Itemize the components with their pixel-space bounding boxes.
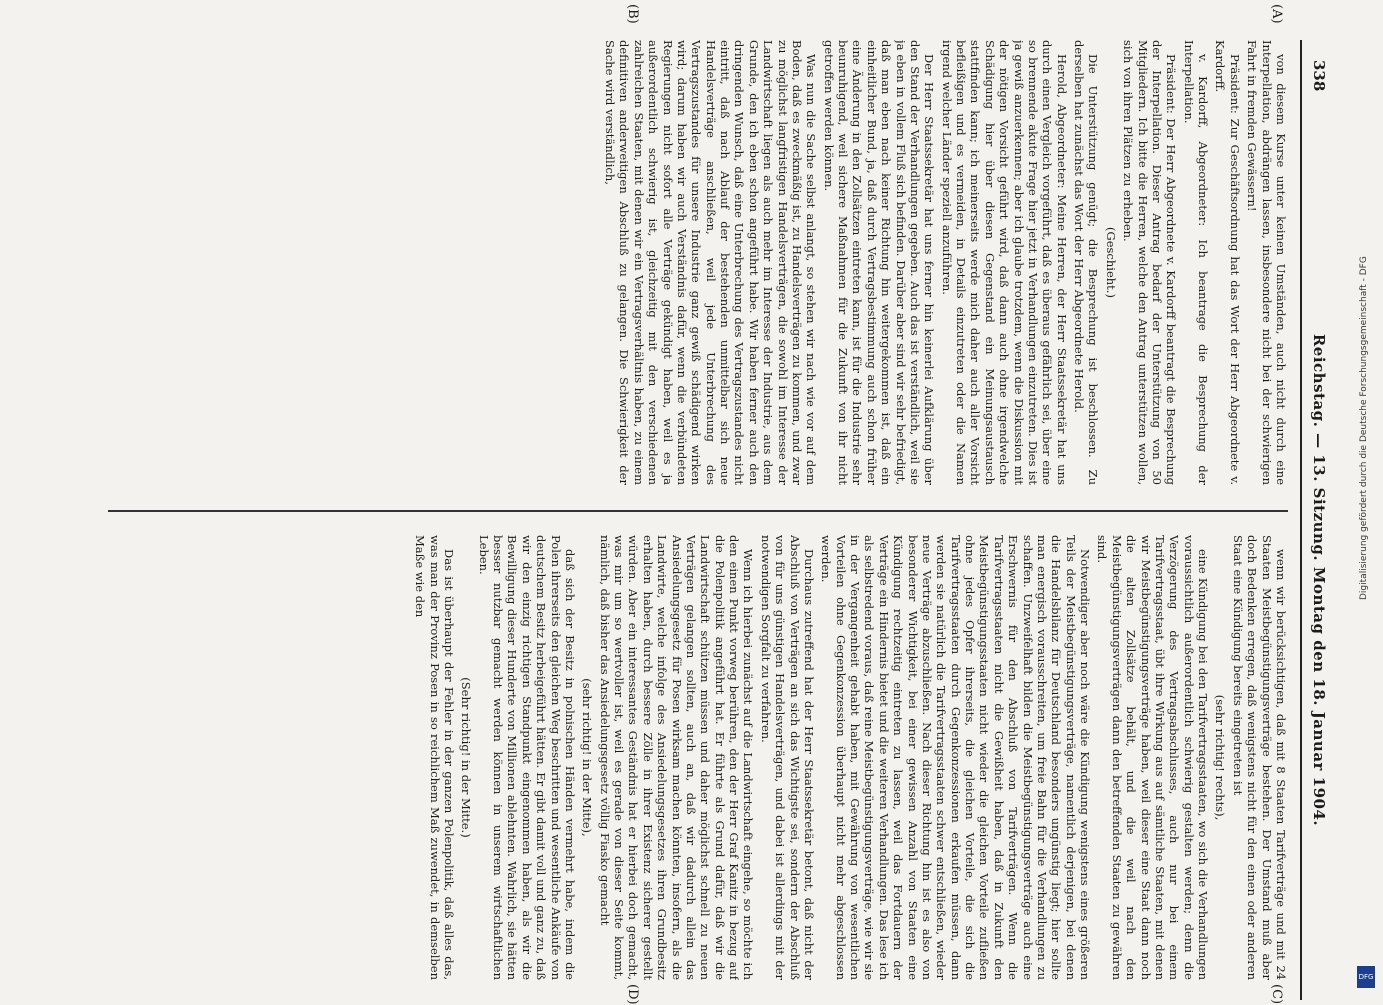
paragraph: v. Kardorff, Abgeordneter: Ich beantrage die Besprechung der Interpellation. <box>1181 40 1211 485</box>
paragraph: Was nun die Sache selbst anlangt, so stehen wir nach wie vor auf dem Boden, daß es zweckmäßig ist, zu Handelsverträgen zu kommen, und zwar zu möglichst langfristigen Handelsverträgen, die sowohl im Interesse der Landwirtschaft liegen als auch mehr im Interesse der Industrie, aus dem Grunde, den ich eben schon angeführt habe. Wir haben ferner auch den dringenden Wunsch, daß eine Unterbrechung des Vertragszustandes nicht eintritt, daß nach Ablauf der bestehenden unmittelbar sich neue Handelsverträge anschließen, weil jede Unterbrechung des Vertragszustandes für unsere Industrie ganz gewiß schädigend wirken wird; darum haben wir auch Verständnis dafür, wenn die verbündeten Regierungen nicht sofort alle Verträge gekündigt haben, weil es ja außerordentlich schwierig ist, gleichzeitig mit den verschiedenen zahlreichen Staaten, mit denen wir ein Vertragsverhältnis haben, zu einem definitiven anderweitigen Abschluß zu gelangen. Die Schwierigkeit der Sache wird verständlich, <box>603 40 819 485</box>
paragraph: Wenn ich hierbei zunächst auf die Landwirtschaft eingehe, so möchte ich den einen Punkt vorweg berühren, den der Herr Graf Kanitz in bezug auf die Polenpolitik angeführt hat. Er führte als Grund dafür, daß wir die Landwirtschaft schützen müssen und daher möglichst schnell zu neuen Verträgen gelangen sollten, auch an, daß wir dadurch allein das Ansiedelungsgesetz für Posen wirksam machen könnten, insofern, als die Landwirte, welche infolge des Ansiedelungsgesetzes ihren Grundbesitz erhalten haben, durch bessere Zölle in ihrer Existenz sicherer gestellt würden. Aber ein interessantes Geständnis hat er hierbei doch gemacht, was mir um so wertvoller ist, weil es gerade von dieser Seite kommt, nämlich, daß bisher das Ansiedelungsgesetz völlig Fiasko gemacht <box>597 535 756 980</box>
rotated-page-content <box>40 4 1340 1005</box>
paragraph: Das ist überhaupt der Fehler in der ganzen Polenpolitik, daß alles das, was man der Provinz Posen in so reichlichem Maß zuwendet, in demselben Maße wie den <box>413 535 456 980</box>
paragraph: Durchaus zutreffend hat der Herr Staatssekretär betont, daß nicht der Abschluß von Verträgen an sich das Wichtigste sei, sondern der Abschluß von für uns günstigen Handelsverträgen, und dabei ist allerdings mit der notwendigen Sorgfalt zu verfahren. <box>758 535 816 980</box>
paragraph: von diesem Kurse unter keinen Umständen, auch nicht durch eine Interpellation, abdrängen lassen, insbesondere nicht bei der schwierigen Fahrt in fremden Gewässern! <box>1245 40 1288 485</box>
paragraph: daß sich der Besitz in polnischen Händen vermehrt habe, indem die Polen ihrerseits den gleichen Weg beschritten und wesentliche Ankäufe von deutschem Besitz herbeigeführt hätten. Er gibt damit voll und ganz zu, daß wir den einzig richtigen Standpunkt eingenommen haben, als wir die Bewilligung dieser Hunderte von Millionen ablehnten. Wahrlich, sie hätten besser nutzbar gemacht werden können in unserem wirtschaftlichen Leben. <box>476 535 577 980</box>
right-column <box>108 535 1288 980</box>
credit-text: Digitalisierung gefördert durch die Deutsche Forschungsgemeinschaft - DFG <box>1359 256 1369 600</box>
digitization-credit <box>1353 0 1379 1000</box>
paragraph: (Sehr richtig! in der Mitte.) <box>459 677 474 838</box>
paragraph: Präsident: Der Herr Abgeordnete v. Kardorff beantragt die Besprechung der Interpellation. Dieser Antrag bedarf der Unterstützung von 50 Mitgliedern. Ich bitte die Herren, welche den Antrag unterstützen wollen, sich von ihren Plätzen zu erheben. <box>1121 40 1179 485</box>
paragraph: Notwendiger aber noch wäre die Kündigung wenigstens eines größeren Teils der Meistbegünstigungsverträge, namentlich derjenigen, bei denen die Handelsbilanz für Deutschland besonders ungünstig liegt; hier sollte man energisch vorausschreiten, um freie Bahn für die Verhandlungen zu schaffen. Unzweifelhaft bilden die Meistbegünstigungsverträge auch eine Erschwernis für den Abschluß von Tarifverträgen. Wenn die Tarifvertragsstaaten nicht die Gewißheit haben, daß in Zukunft den Meistbegünstigungsstaaten nicht wieder die gleichen Vorteile zufließen ohne jedes Opfer ihrerseits, die gleichen Vorteile, die sich die Tarifvertragsstaaten durch Gegenkonzessionen erkaufen müssen, dann werden sie natürlich die Tarifvertragsstaaten schwer entschließen, wieder neue Verträge abzuschließen. Nach dieser Richtung hin ist es also von besonderer Wichtigkeit, bei einer gewissen Anzahl von Staaten eine Kündigung rechtzeitig eintreten zu lassen, weil das Fortdauern der Verträge ein Hindernis bietet und die weiteren Verhandlungen. Das lese ich als selbstredend voraus, daß reine Meistbegünstigungsverträge, wie wir sie in der Vergangenheit gehabt haben, mit Gewährung von wesentlichen Vorteilen ohne Gegenkonzession überhaupt nicht mehr abgeschlossen werden. <box>819 535 1093 980</box>
margin-mark-b: (B) <box>625 4 640 24</box>
page-header <box>1300 40 1340 1000</box>
header-title: Reichstag. — 13. Sitzung. Montag den 18. Januar 1904. <box>1310 333 1328 827</box>
paragraph: wenn wir berücksichtigen, daß mit 8 Staaten Tarifverträge und mit 24 Staaten Meistbegünstigungsverträge bestehen. Der Umstand muß aber doch Bedenken erregen, daß wenigstens nicht für den einen oder anderen Staat eine Kündigung bereits eingetreten ist <box>1230 535 1288 980</box>
margin-mark-c: (C) <box>1269 984 1284 1005</box>
paragraph: Präsident: Zur Geschäftsordnung hat das Wort der Herr Abgeordnete v. Kardorff. <box>1213 40 1242 485</box>
page-number: 338 <box>1310 60 1328 92</box>
paragraph: (Geschieht.) <box>1103 227 1118 298</box>
margin-mark-a: (A) <box>1269 4 1284 24</box>
margin-mark-d: (D) <box>625 984 640 1005</box>
paragraph: (sehr richtig! in der Mitte), <box>580 678 595 837</box>
header-rule <box>1300 40 1302 1000</box>
paragraph: Der Herr Staatssekretär hat uns ferner hin keinerlei Aufklärung über den Stand der Verhandlungen gegeben. Auch das ist verständlich, weil sie ja eben in vollem Fluß sich befinden. Darüber aber sind wir sehr befriedigt, daß man eben nach keiner Richtung hin weitergekommen ist, daß ein einheitlicher Bund, ja, daß durch Vertragsbestimmung auch schon früher eine Änderung in den Zollsätzen eintreten kann, ist für die Industrie sehr beunruhigend, weil sichere Maßnahmen für die Zukunft von ihr nicht getroffen werden können. <box>821 40 937 485</box>
left-column <box>108 40 1288 485</box>
paragraph: (sehr richtig! rechts), <box>1213 694 1228 821</box>
dfg-logo: DFG <box>1357 966 1375 988</box>
paragraph: Die Unterstützung genügt; die Besprechung ist beschlossen. Zu derselben hat zunächst das Wort der Herr Abgeordnete Herold. <box>1072 40 1101 485</box>
paragraph: eine Kündigung bei den Tarifvertragsstaaten, wo sich die Verhandlungen voraussichtlich außerordentlich schwierig gestalten werden; denn die Verzögerung des Vertragsabschlusses, auch nur bei einem Tarifvertragsstaat, übt ihre Wirkung aus auf sämtliche Staaten, mit denen wir Meistbegünstigungsverträge haben, weil dieser eine Staat dann noch die alten Zollsätze behält, und die weil nach den Meistbegünstigungsverträgen dann den betreffenden Staaten zu gewähren sind. <box>1095 535 1211 980</box>
column-divider <box>108 510 1288 512</box>
paragraph: Herold, Abgeordneter: Meine Herren, der Herr Staatssekretär hat uns durch einen Vergleich vorgeführt, daß es überaus gefährlich sei, über eine so brennende akute Frage hier jetzt in Verhandlungen einzutreten. Dies ist ja gewiß anzuerkennen; aber ich glaube trotzdem, wenn die Diskussion mit der nötigen Vorsicht geführt wird, daß dann auch ohne irgendwelche Schädigung hier über diesen Gegenstand ein Meinungsaustausch stattfinden kann; ich meinerseits werde mich daher auch aller Vorsicht befleißigen und es vermeiden, in Details einzutreten oder die Namen irgend welcher Länder speziell anzuführen. <box>939 40 1069 485</box>
